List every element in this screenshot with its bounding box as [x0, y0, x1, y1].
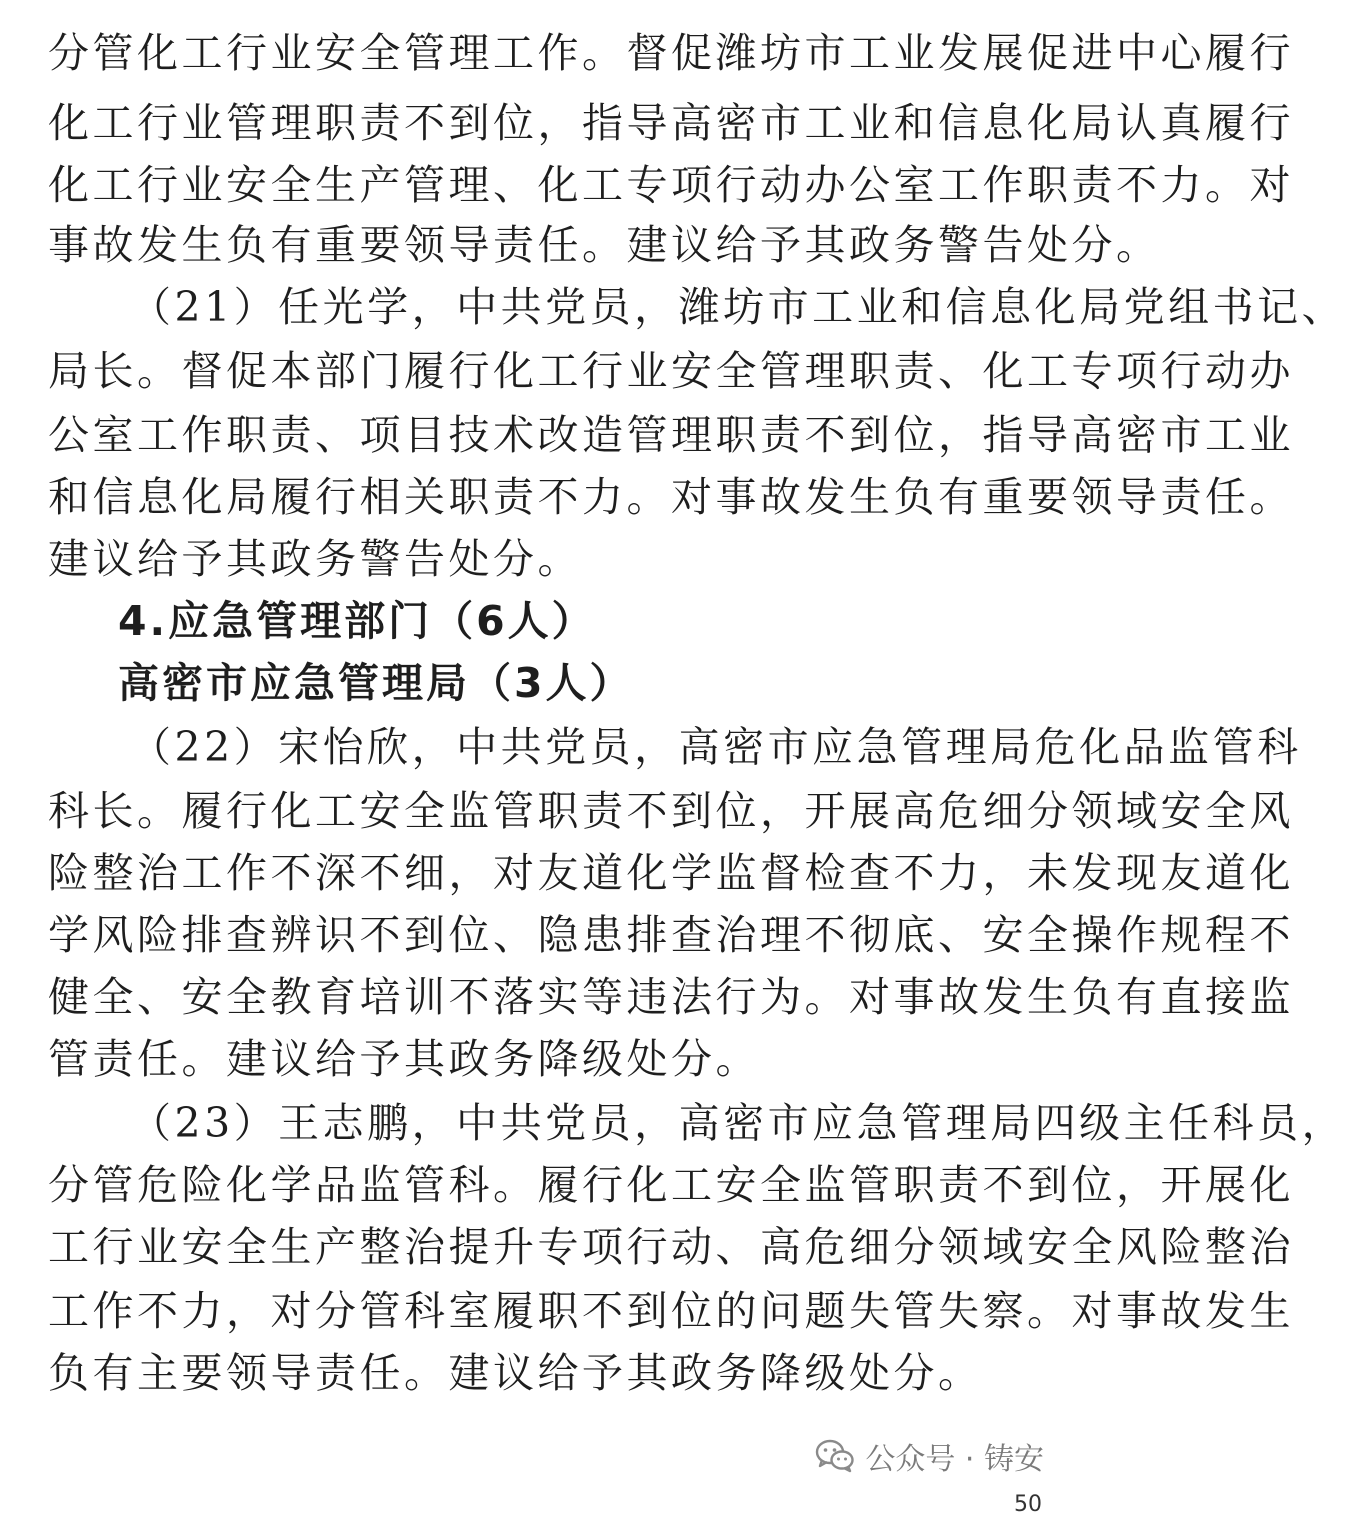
- body-text-line: 分管化工行业安全管理工作。督促潍坊市工业发展促进中心履行: [48, 29, 1294, 77]
- body-text-line: 险整治工作不深不细，对友道化学监督检查不力，未发现友道化: [48, 849, 1294, 897]
- wechat-icon: [815, 1439, 855, 1473]
- body-text-line: 工作不力，对分管科室履职不到位的问题失管失察。对事故发生: [48, 1287, 1294, 1335]
- body-text-line: 管责任。建议给予其政务降级处分。: [48, 1035, 760, 1083]
- body-text-line: 工行业安全生产整治提升专项行动、高危细分领域安全风险整治: [48, 1223, 1294, 1271]
- body-text-line: 事故发生负有重要领导责任。建议给予其政务警告处分。: [48, 221, 1161, 269]
- body-text-line: 负有主要领导责任。建议给予其政务降级处分。: [48, 1349, 983, 1397]
- body-text-line: 学风险排查辨识不到位、隐患排查治理不彻底、安全操作规程不: [48, 911, 1294, 959]
- paragraph-21-first-line: （21）任光学，中共党员，潍坊市工业和信息化局党组书记、: [130, 283, 1346, 331]
- body-text-line: 科长。履行化工安全监管职责不到位，开展高危细分领域安全风: [48, 787, 1294, 835]
- paragraph-22-first-line: （22）宋怡欣，中共党员，高密市应急管理局危化品监管科: [130, 723, 1302, 771]
- subsection-heading: 高密市应急管理局（3人）: [118, 659, 634, 707]
- watermark-text: 公众号 · 铸安: [865, 1442, 1044, 1477]
- paragraph-23-first-line: （23）王志鹏，中共党员，高密市应急管理局四级主任科员，: [130, 1099, 1346, 1147]
- page-number: 50: [1014, 1492, 1042, 1517]
- body-text-line: 和信息化局履行相关职责不力。对事故发生负有重要领导责任。: [48, 473, 1294, 521]
- body-text-line: 化工行业管理职责不到位，指导高密市工业和信息化局认真履行: [48, 99, 1294, 147]
- wechat-watermark: [815, 1432, 1044, 1480]
- body-text-line: 化工行业安全生产管理、化工专项行动办公室工作职责不力。对: [48, 161, 1294, 209]
- body-text-line: 建议给予其政务警告处分。: [48, 535, 582, 583]
- body-text-line: 公室工作职责、项目技术改造管理职责不到位，指导高密市工业: [48, 411, 1294, 459]
- body-text-line: 分管危险化学品监管科。履行化工安全监管职责不到位，开展化: [48, 1161, 1294, 1209]
- section-heading: 4.应急管理部门（6人）: [118, 597, 596, 645]
- body-text-line: 局长。督促本部门履行化工行业安全管理职责、化工专项行动办: [48, 347, 1294, 395]
- body-text-line: 健全、安全教育培训不落实等违法行为。对事故发生负有直接监: [48, 973, 1294, 1021]
